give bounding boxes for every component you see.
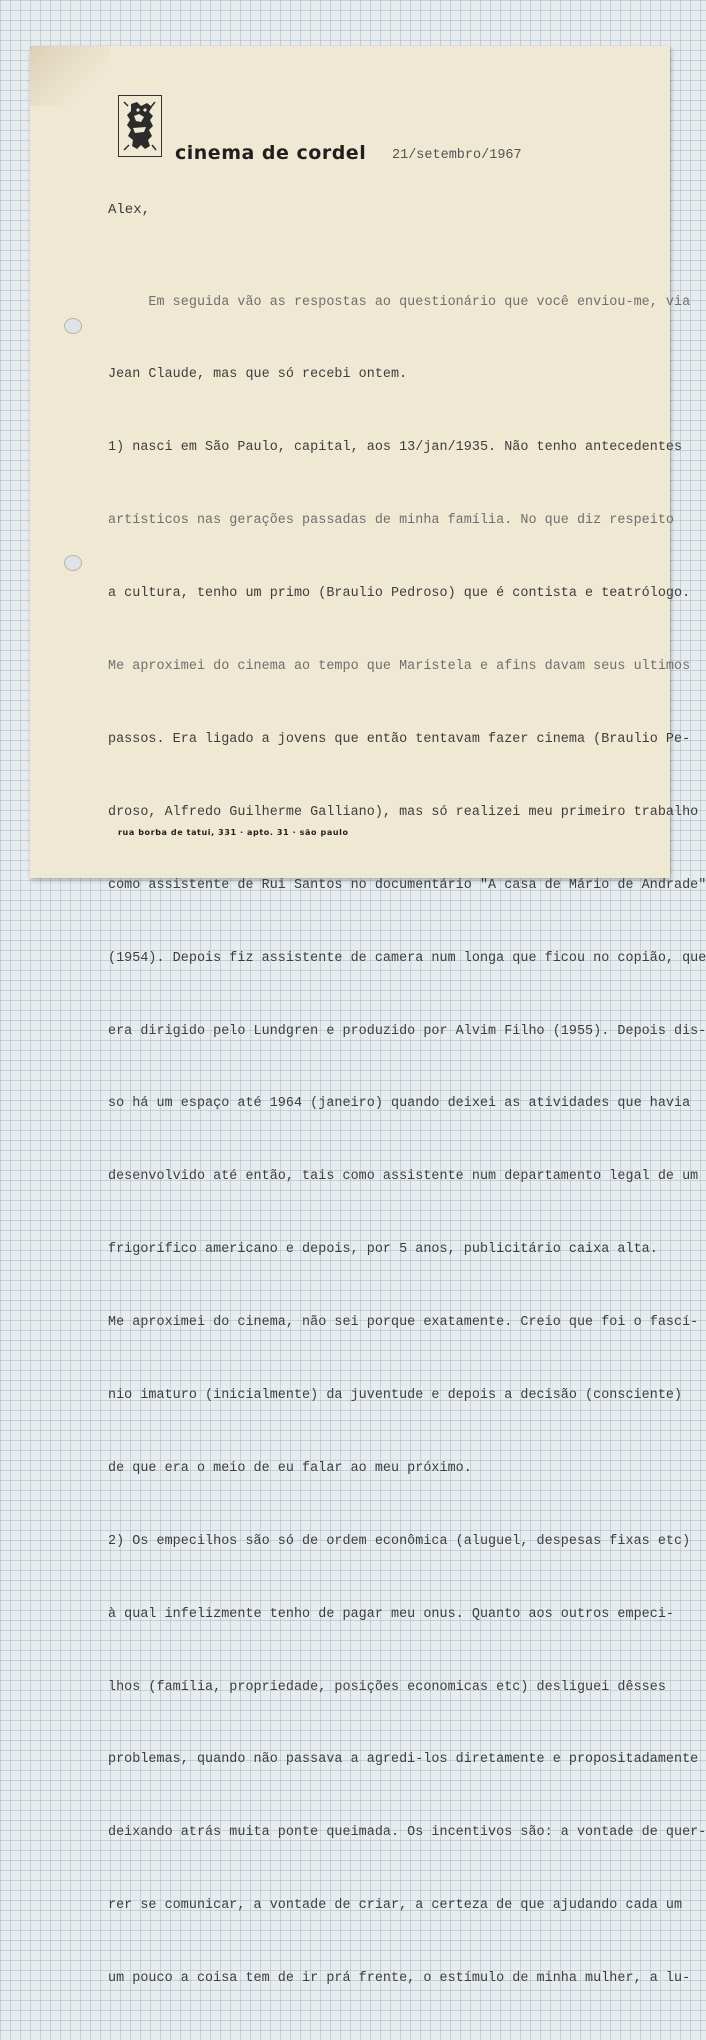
body-line: um pouco a coisa tem de ir prá frente, o estímulo de minha mulher, a lu-	[108, 1971, 691, 1987]
body-line: frigorífico americano e depois, por 5 anos, publicitário caixa alta.	[108, 1242, 658, 1258]
body-line: 2) Os empecilhos são só de ordem econômica (aluguel, despesas fixas etc)	[108, 1533, 691, 1549]
body-line: droso, Alfredo Guilherme Galliano), mas só realizei meu primeiro trabalho	[108, 804, 699, 820]
body-line: problemas, quando não passava a agredi-los diretamente e propositadamente	[108, 1752, 699, 1768]
body-line: desenvolvido até então, tais como assistente num departamento legal de um	[108, 1169, 699, 1185]
body-line: Me aproximei do cinema, não sei porque exatamente. Creio que foi o fascí-	[108, 1315, 699, 1331]
woodcut-figure-icon	[119, 96, 161, 156]
body-line: a cultura, tenho um primo (Braulio Pedroso) que é contista e teatrólogo.	[108, 586, 691, 602]
letter-sheet	[30, 46, 706, 1987]
body-line: de que era o meio de eu falar ao meu próximo.	[108, 1460, 472, 1476]
body-line: so há um espaço até 1964 (janeiro) quando deixei as atividades que havia	[108, 1096, 691, 1112]
body-line: passos. Era ligado a jovens que então tentavam fazer cinema (Braulio Pe-	[108, 731, 691, 747]
body-line: artísticos nas gerações passadas de minha família. No que diz respeito	[108, 513, 674, 529]
cordel-logo-woodcut	[118, 95, 162, 157]
letterhead-brand: cinema de cordel	[175, 142, 367, 164]
body-line: Me aproximei do cinema ao tempo que Maristela e afins davam seus ultimos	[108, 659, 691, 675]
body-line: era dirigido pelo Lundgren e produzido por Alvim Filho (1955). Depois dis-	[108, 1023, 706, 1039]
body-line: rer se comunicar, a vontade de criar, a certeza de que ajudando cada um	[108, 1898, 683, 1914]
letterhead-footer-address: rua borba de tatui, 331 · apto. 31 · são paulo	[118, 828, 349, 837]
punch-hole	[64, 318, 82, 334]
body-line: Em seguida vão as respostas ao questionário que você enviou-me, via	[108, 294, 691, 310]
body-line: à qual infelizmente tenho de pagar meu onus. Quanto aos outros empeci-	[108, 1606, 674, 1622]
letter-date: 21/setembro/1967	[392, 148, 522, 163]
body-line: Jean Claude, mas que só recebi ontem.	[108, 367, 408, 383]
punch-hole	[64, 555, 82, 571]
salutation: Alex,	[108, 202, 151, 218]
body-line: como assistente de Rui Santos no documentário "A casa de Mário de Andrade"	[108, 877, 706, 893]
body-line: (1954). Depois fiz assistente de camera num longa que ficou no copião, que	[108, 950, 706, 966]
body-line: 1) nasci em São Paulo, capital, aos 13/jan/1935. Não tenho antecedentes	[108, 440, 683, 456]
paper-crease	[30, 46, 110, 106]
letter-body	[108, 242, 706, 2040]
body-line: nio imaturo (inicialmente) da juventude e depois a decisão (consciente)	[108, 1387, 683, 1403]
body-line: deixando atrás muita ponte queimada. Os incentivos são: a vontade de quer-	[108, 1825, 706, 1841]
body-line: lhos (família, propriedade, posições economicas etc) desliguei dêsses	[108, 1679, 666, 1695]
